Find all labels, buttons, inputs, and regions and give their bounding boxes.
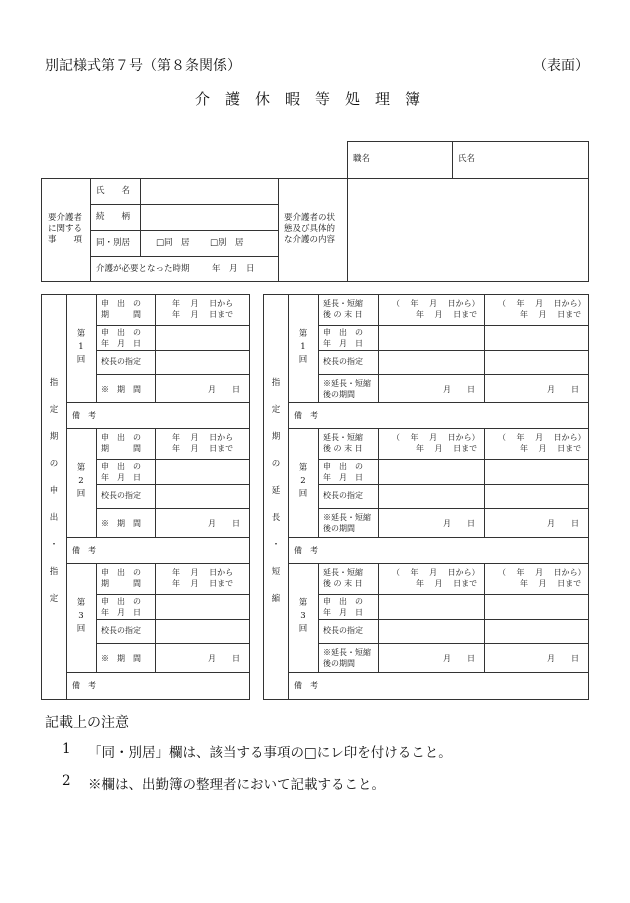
period-value: 月 日 xyxy=(208,385,240,394)
name-label: 氏名 xyxy=(458,154,476,164)
ext-end-from: （ 年 月 日から） xyxy=(498,299,586,308)
request-period-to: 年 月 日まで xyxy=(172,444,234,453)
ext-period-label: ※延長・短縮 xyxy=(323,379,371,388)
recipient-label-2: に関する xyxy=(48,224,83,234)
request-date-label: 年 月 日 xyxy=(101,473,141,482)
ext-end-label: 延長・短縮 xyxy=(323,568,363,577)
request-date-label: 年 月 日 xyxy=(101,608,141,617)
care-start-value: 年 月 日 xyxy=(212,264,255,274)
ext-end-label: 延長・短縮 xyxy=(323,299,363,308)
left-round-2-label: 第 2 回 xyxy=(76,463,86,499)
ext-period-label: 後の期間 xyxy=(323,390,355,399)
request-date-label: 申 出 の xyxy=(323,462,363,471)
note-2-number: 2 xyxy=(62,773,71,789)
request-date-label: 申 出 の xyxy=(101,328,141,337)
left-vertical-label: 指 定 期 の 申 出 ・ 指 定 xyxy=(49,378,59,604)
ext-period-value: 月 日 xyxy=(547,654,579,663)
ext-end-to: 年 月 日まで xyxy=(416,310,478,319)
period-value: 月 日 xyxy=(208,654,240,663)
request-date-label: 申 出 の xyxy=(101,597,141,606)
ext-end-from: （ 年 月 日から） xyxy=(392,568,480,577)
period-value: 月 日 xyxy=(208,519,240,528)
ext-end-to: 年 月 日まで xyxy=(520,444,582,453)
request-date-label: 申 出 の xyxy=(101,462,141,471)
request-period-label: 期 間 xyxy=(101,444,141,453)
right-round-2-label: 第 2 回 xyxy=(298,463,308,499)
recipient-name-label: 氏 名 xyxy=(96,186,131,196)
recipient-label-3: 事 項 xyxy=(48,235,83,245)
cohabitation-label: 同・別居 xyxy=(96,238,131,248)
ext-end-to: 年 月 日まで xyxy=(416,444,478,453)
request-period-label: 期 間 xyxy=(101,310,141,319)
left-round-3-label: 第 3 回 xyxy=(76,598,86,634)
ext-period-label: 後の期間 xyxy=(323,659,355,668)
ext-period-value: 月 日 xyxy=(443,654,475,663)
note-1-text: 「同・別居」欄は、該当する事項の□にレ印を付けること。 xyxy=(88,745,452,761)
ext-period-label: ※延長・短縮 xyxy=(323,513,371,522)
ext-end-from: （ 年 月 日から） xyxy=(498,433,586,442)
remarks-label: 備 考 xyxy=(72,681,96,690)
principal-designation-label: 校長の指定 xyxy=(101,357,141,366)
page-title: 介護休暇等処理簿 xyxy=(194,90,435,108)
ext-end-label: 後 の 末 日 xyxy=(323,310,363,319)
form-number: 別記様式第７号（第８条関係） xyxy=(45,58,241,74)
principal-designation-label: 校長の指定 xyxy=(323,626,363,635)
request-period-from: 年 月 日から xyxy=(172,568,234,577)
ext-end-to: 年 月 日まで xyxy=(520,310,582,319)
right-round-3-label: 第 3 回 xyxy=(298,598,308,634)
principal-designation-label: 校長の指定 xyxy=(101,491,141,500)
ext-end-to: 年 月 日まで xyxy=(416,579,478,588)
side-label: （表面） xyxy=(533,58,589,74)
request-period-from: 年 月 日から xyxy=(172,299,234,308)
cohabit-checkbox[interactable]: □同 居 xyxy=(156,238,190,248)
ext-end-to: 年 月 日まで xyxy=(520,579,582,588)
ext-end-label: 後 の 末 日 xyxy=(323,579,363,588)
condition-label-2: 態及び具体的 xyxy=(284,224,336,234)
request-date-label: 申 出 の xyxy=(323,597,363,606)
principal-designation-label: 校長の指定 xyxy=(323,491,363,500)
request-date-label: 年 月 日 xyxy=(323,339,363,348)
period-label: ※ 期 間 xyxy=(101,385,141,394)
left-round-1-label: 第 1 回 xyxy=(76,329,86,365)
separate-checkbox[interactable]: □別 居 xyxy=(210,238,244,248)
request-period-to: 年 月 日まで xyxy=(172,310,234,319)
note-1-number: 1 xyxy=(62,741,71,757)
note-2-text: ※欄は、出勤簿の整理者において記載すること。 xyxy=(88,777,385,793)
ext-end-from: （ 年 月 日から） xyxy=(392,433,480,442)
period-label: ※ 期 間 xyxy=(101,519,141,528)
remarks-label: 備 考 xyxy=(72,411,96,420)
request-period-from: 年 月 日から xyxy=(172,433,234,442)
request-period-label: 期 間 xyxy=(101,579,141,588)
request-period-to: 年 月 日まで xyxy=(172,579,234,588)
ext-period-label: 後の期間 xyxy=(323,524,355,533)
ext-end-label: 延長・短縮 xyxy=(323,433,363,442)
ext-period-value: 月 日 xyxy=(547,385,579,394)
request-period-label: 申 出 の xyxy=(101,568,141,577)
ext-end-from: （ 年 月 日から） xyxy=(392,299,480,308)
ext-period-value: 月 日 xyxy=(443,385,475,394)
care-start-label: 介護が必要となった時期 xyxy=(96,264,190,274)
request-date-label: 年 月 日 xyxy=(101,339,141,348)
ext-end-label: 後 の 末 日 xyxy=(323,444,363,453)
position-label: 職名 xyxy=(353,154,371,164)
ext-period-label: ※延長・短縮 xyxy=(323,648,371,657)
request-date-label: 申 出 の xyxy=(323,328,363,337)
request-period-label: 申 出 の xyxy=(101,299,141,308)
ext-period-value: 月 日 xyxy=(547,519,579,528)
remarks-label: 備 考 xyxy=(72,546,96,555)
request-date-label: 年 月 日 xyxy=(323,608,363,617)
recipient-label-1: 要介護者 xyxy=(48,213,83,223)
request-period-label: 申 出 の xyxy=(101,433,141,442)
remarks-label: 備 考 xyxy=(294,411,318,420)
condition-label-1: 要介護者の状 xyxy=(284,213,336,223)
right-round-1-label: 第 1 回 xyxy=(298,329,308,365)
ext-period-value: 月 日 xyxy=(443,519,475,528)
relation-label: 続 柄 xyxy=(96,212,131,222)
right-vertical-label: 指 定 期 の 延 長 ・ 短 縮 xyxy=(271,378,281,604)
condition-label-3: な介護の内容 xyxy=(284,235,336,245)
principal-designation-label: 校長の指定 xyxy=(101,626,141,635)
remarks-label: 備 考 xyxy=(294,546,318,555)
ext-end-from: （ 年 月 日から） xyxy=(498,568,586,577)
remarks-label: 備 考 xyxy=(294,681,318,690)
period-label: ※ 期 間 xyxy=(101,654,141,663)
request-date-label: 年 月 日 xyxy=(323,473,363,482)
principal-designation-label: 校長の指定 xyxy=(323,357,363,366)
notes-title: 記載上の注意 xyxy=(45,715,129,731)
